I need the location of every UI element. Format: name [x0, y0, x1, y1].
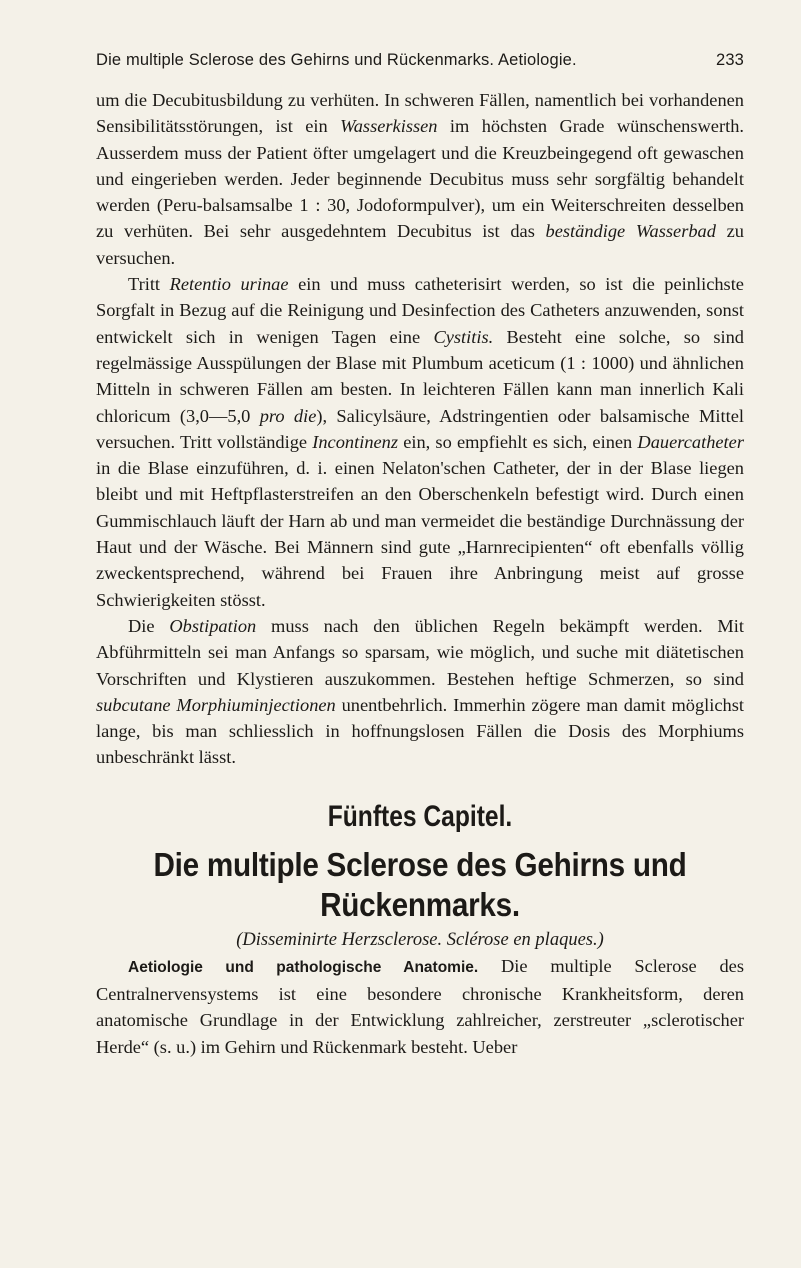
running-header: [96, 51, 744, 70]
text-run: ein und muss catheterisirt werden, so ist die peinlichste Sorgfalt in Bezug auf die Reinigung und Desinfection des Catheters anzuwenden, sonst entwickelt sich in wenigen Tagen eine: [96, 274, 744, 347]
italic-term: Wasserkissen: [340, 116, 438, 137]
text-run: ein, so empfiehlt es sich, einen: [398, 431, 638, 452]
text-run: ), Salicylsäure, Adstringentien oder balsamische Mittel versuchen. Tritt vollständige: [96, 405, 745, 452]
chapter-subtitle: (Disseminirte Herzsclerose. Sclérose en plaques.): [236, 929, 604, 950]
text-run: um die Decubitusbildung zu verhüten. In schweren Fällen, namentlich bei vorhandenen Sensibilitätsstörungen, ist ein: [96, 90, 744, 137]
paragraph: [96, 271, 744, 613]
section: [96, 953, 744, 1060]
text-run: Die: [128, 615, 170, 636]
italic-term: Dauercatheter: [637, 431, 744, 452]
italic-term: Cystitis.: [433, 326, 494, 347]
italic-term: Obstipation: [169, 615, 257, 636]
section-text: Die multiple Sclerose des Centralnervensystems ist eine besondere chronische Krankheitsform, deren anatomische Grundlage in der Entwicklung zahlreicher, zerstreuter „sclerotischer Herde“ (s. u.) im Gehirn und Rückenmark besteht. Ueber: [96, 955, 744, 1057]
italic-term: pro die: [259, 405, 317, 426]
page-body: [96, 87, 744, 1060]
italic-term: Incontinenz: [312, 431, 399, 452]
text-run: muss nach den üblichen Regeln bekämpft werden. Mit Abführmitteln sei man Anfangs so sparsam, wie möglich, und suche mit diätetischen Vorschriften und Klystieren auszukommen. Bestehen heftige Schmerzen, so sind: [96, 615, 744, 689]
text-run: zu versuchen.: [96, 221, 744, 268]
italic-term: subcutane Morphiuminjectionen: [96, 694, 336, 715]
text-run: Tritt: [128, 274, 170, 295]
text-run: im höchsten Grade wünschenswerth. Ausserdem muss der Patient öfter umgelagert und die Kreuzbeingegend oft gewaschen und eingerieben werden. Jeder beginnende Decubitus muss sehr sorgfältig behandelt werden (Peru-balsamsalbe 1 : 30, Jodoformpulver), um ein Weiterschreiten desselben zu verhüten. Bei sehr ausgedehntem Decubitus ist das: [96, 116, 744, 242]
text-run: Besteht eine solche, so sind regelmässige Ausspülungen der Blase mit Plumbum aceticum (1 : 1000) und ähnlichen Mitteln in schweren Fällen am besten. In leichteren Fällen kann man innerlich Kali chloricum (3,0—5,0: [96, 326, 744, 426]
treatment-text: [96, 87, 744, 771]
italic-term: beständige Wasserbad: [545, 221, 716, 242]
paragraph: [96, 87, 744, 271]
text-run: in die Blase einzuführen, d. i. einen Nelaton'schen Catheter, der in der Blase liegen bleibt und mit Heftpflasterstreifen an den Oberschenkeln befestigt wird. Durch einen Gummischlauch läuft der Harn ab und man vermeidet die beständige Durchnässung der Haut und der Wäsche. Bei Männern sind gute „Harnrecipienten“ oft ebenfalls völlig zweckentsprechend, während bei Frauen ihre Anbringung meist auf grosse Schwierigkeiten stösst.: [96, 458, 744, 610]
page-number: 233: [716, 51, 744, 69]
chapter-label: Fünftes Capitel.: [327, 799, 513, 833]
paragraph: [96, 613, 744, 771]
section-paragraph: [96, 953, 744, 1060]
text-run: unentbehrlich. Immerhin zögere man damit möglichst lange, bis man schliesslich in hoffnungslosen Fällen die Dosis des Morphiums unbeschränkt lässt.: [96, 694, 744, 768]
running-title: Die multiple Sclerose des Gehirns und Rückenmarks. Aetiologie.: [96, 51, 577, 69]
chapter-title: Die multiple Sclerose des Gehirns und Rückenmarks.: [153, 845, 687, 923]
section-heading: Aetiologie und pathologische Anatomie.: [128, 958, 479, 976]
italic-term: Retentio urinae: [169, 274, 289, 295]
